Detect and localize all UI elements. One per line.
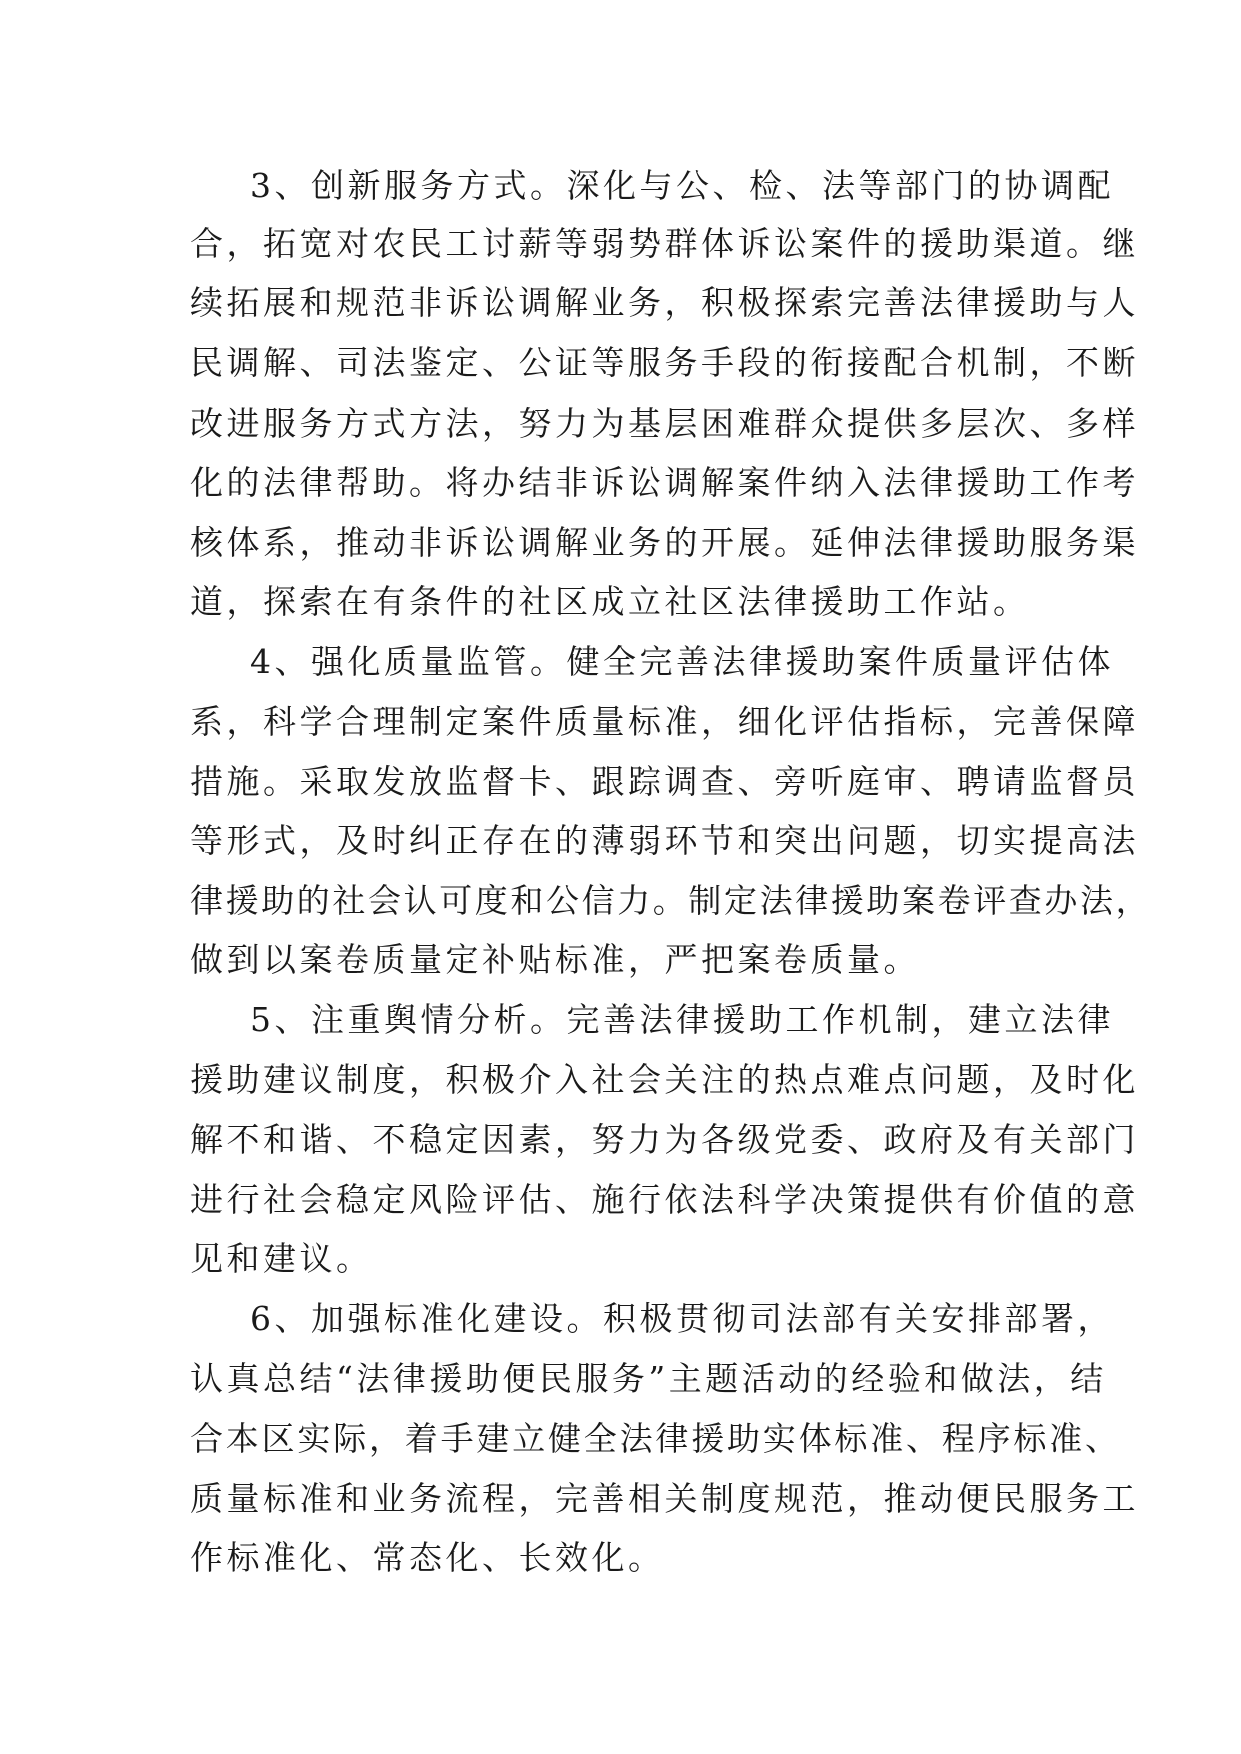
paragraph-4-line-3: 合本区实际，着手建立健全法律援助实体标准、程序标准、 xyxy=(190,1419,1121,1458)
paragraph-1-line-7: 核体系，推动非诉讼调解业务的开展。延伸法律援助服务渠 xyxy=(190,523,1139,562)
paragraph-2-line-6: 做到以案卷质量定补贴标准，严把案卷质量。 xyxy=(190,940,920,979)
paragraph-2-line-5: 律援助的社会认可度和公信力。制定法律援助案卷评查办法， xyxy=(190,881,1152,920)
paragraph-1-line-3: 续拓展和规范非诉讼调解业务，积极探索完善法律援助与人 xyxy=(190,283,1139,322)
paragraph-4-line-5: 作标准化、常态化、长效化。 xyxy=(190,1538,665,1577)
paragraph-2-line-2: 系，科学合理制定案件质量标准，细化评估指标，完善保障 xyxy=(190,702,1139,741)
paragraph-3-line-4: 进行社会稳定风险评估、施行依法科学决策提供有价值的意 xyxy=(190,1180,1139,1219)
paragraph-2-line-4: 等形式，及时纠正存在的薄弱环节和突出问题，切实提高法 xyxy=(190,821,1139,860)
paragraph-1-line-6: 化的法律帮助。将办结非诉讼调解案件纳入法律援助工作考 xyxy=(190,463,1139,502)
paragraph-1-line-5: 改进服务方式方法，努力为基层困难群众提供多层次、多样 xyxy=(190,404,1139,443)
paragraph-3-line-1: 5、注重舆情分析。完善法律援助工作机制，建立法律 xyxy=(250,1000,1114,1039)
paragraph-1-line-2: 合，拓宽对农民工讨薪等弱势群体诉讼案件的援助渠道。继 xyxy=(190,224,1139,263)
paragraph-4-line-2: 认真总结“法律援助便民服务”主题活动的经验和做法，结 xyxy=(190,1359,1107,1398)
paragraph-3-line-2: 援助建议制度，积极介入社会关注的热点难点问题，及时化 xyxy=(190,1060,1139,1099)
paragraph-1-line-4: 民调解、司法鉴定、公证等服务手段的衔接配合机制，不断 xyxy=(190,343,1139,382)
paragraph-4-line-4: 质量标准和业务流程，完善相关制度规范，推动便民服务工 xyxy=(190,1479,1139,1518)
paragraph-1-line-1: 3、创新服务方式。深化与公、检、法等部门的协调配 xyxy=(250,166,1114,205)
paragraph-3-line-5: 见和建议。 xyxy=(190,1239,373,1278)
paragraph-1-line-8: 道，探索在有条件的社区成立社区法律援助工作站。 xyxy=(190,582,1030,621)
paragraph-2-line-3: 措施。采取发放监督卡、跟踪调查、旁听庭审、聘请监督员 xyxy=(190,762,1139,801)
paragraph-2-line-1: 4、强化质量监管。健全完善法律援助案件质量评估体 xyxy=(250,642,1114,681)
paragraph-3-line-3: 解不和谐、不稳定因素，努力为各级党委、政府及有关部门 xyxy=(190,1120,1139,1159)
paragraph-4-line-1: 6、加强标准化建设。积极贯彻司法部有关安排部署， xyxy=(250,1299,1114,1338)
